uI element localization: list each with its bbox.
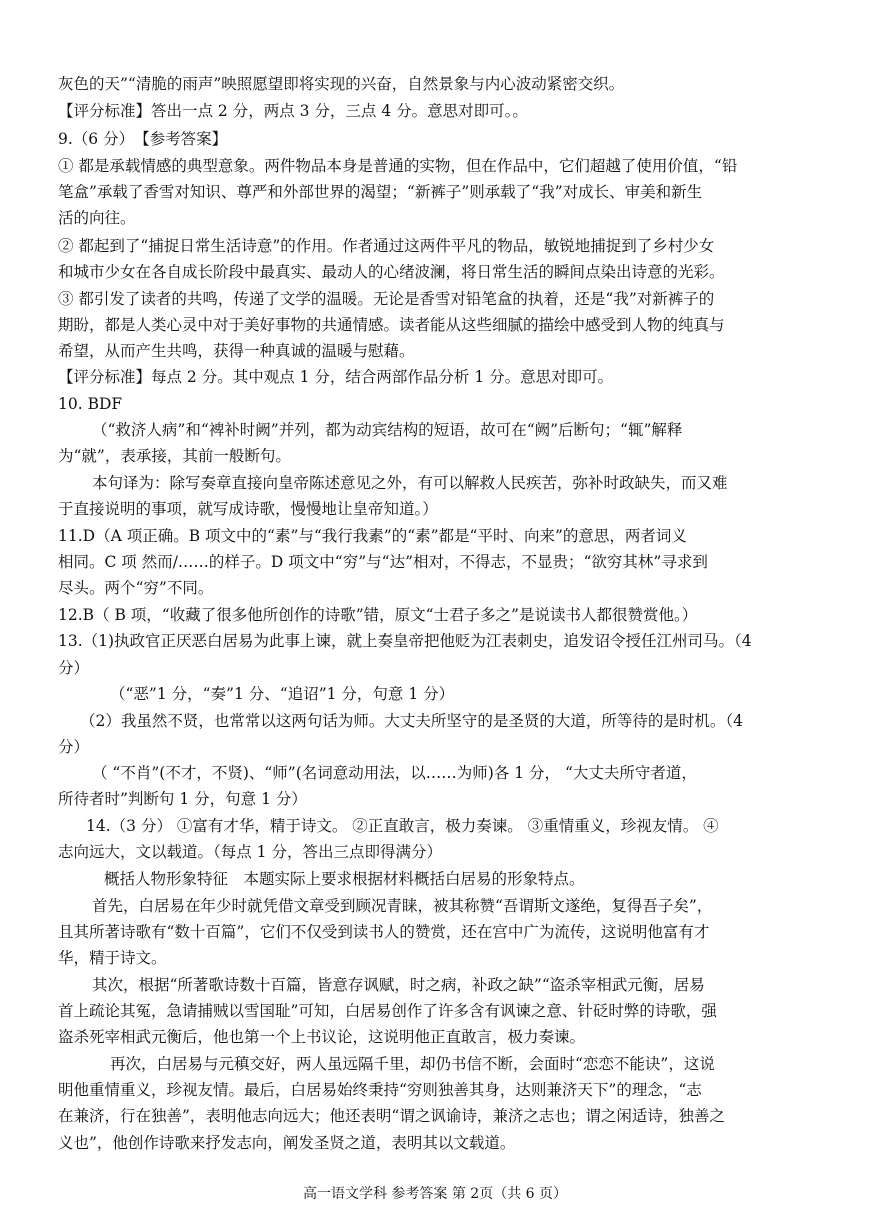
- scoring-criteria-8: 【评分标准】答出一点 2 分，两点 3 分，三点 4 分。意思对即可。。: [58, 102, 528, 120]
- page-footer: 高一语文学科 参考答案 第 2页（共 6 页）: [302, 1186, 568, 1202]
- analysis-heading: 概括人物形象特征 本题实际上要求根据材料概括白居易的形象特点。: [104, 870, 585, 888]
- question-11-answer: 11.D（A 项正确。B 项文中的“素”与“我行我素”的“素”都是“平时、向来”的意思，两者词义: [58, 527, 687, 545]
- text-line: 期盼，都是人类心灵中对于美好事物的共通情感。读者能从这些细腻的描绘中感受到人物的纯真与: [58, 316, 725, 334]
- text-line: 分）: [58, 738, 90, 756]
- text-line: （“救济人病”和“裨补时阙”并列，都为动宾结构的短语，故可在“阙”后断句；“辄”解释: [92, 421, 683, 439]
- question-14-answer: 14.（3 分） ①富有才华，精于诗文。 ②正直敢言，极力奏谏。 ③重情重义，珍视友情。 ④: [86, 817, 719, 835]
- text-line: 本句译为：除写奏章直接向皇帝陈述意见之外，有可以解救人民疾苦，弥补时政缺失，而又难: [92, 474, 728, 492]
- text-line: （“恶”1 分，“奏”1 分、“追诏”1 分，句意 1 分）: [110, 685, 455, 703]
- question-10-answer: 10. BDF: [58, 395, 123, 413]
- question-12-answer: 12.B（ B 项，“收藏了很多他所创作的诗歌”错，原文“士君子多之”是说读书人都很赞赏他。）: [58, 606, 698, 624]
- text-line: 义也”，他创作诗歌来抒发志向，阐发圣贤之道，表明其以文载道。: [58, 1134, 516, 1152]
- text-line: 为“就”，表承接，其前一般断句。: [58, 447, 291, 465]
- text-line: 希望，从而产生共鸣，获得一种真诚的温暖与慰藉。: [58, 342, 415, 360]
- text-line: 和城市少女在各自成长阶段中最真实、最动人的心绪波澜，将日常生活的瞬间点染出诗意的光彩。: [58, 263, 725, 281]
- text-line: 尽头。两个“穷”不同。: [58, 579, 214, 597]
- text-line: 分）: [58, 659, 90, 677]
- text-line: 再次，白居易与元稹交好，两人虽远隔千里，却仍书信不断，会面时“恋恋不能诀”，这说: [110, 1055, 715, 1073]
- text-line: ② 都起到了“捕捉日常生活诗意”的作用。作者通过这两件平凡的物品，敏锐地捕捉到了乡村少女: [58, 237, 715, 255]
- text-line: 灰色的天”“清脆的雨声”映照愿望即将实现的兴奋，自然景象与内心波动紧密交织。: [58, 75, 625, 93]
- question-13-answer: 13.（1)执政官正厌恶白居易为此事上谏，就上奏皇帝把他贬为江表刺史，追发诏令授任江州司马。（4: [58, 632, 752, 650]
- text-line: 活的向往。: [58, 209, 136, 227]
- scoring-criteria-9: 【评分标准】每点 2 分。其中观点 1 分，结合两部作品分析 1 分。意思对即可。: [58, 368, 614, 386]
- text-line: 于直接说明的事项，就写成诗歌，慢慢地让皇帝知道。）: [58, 500, 438, 518]
- text-line: 其次，根据“所著歌诗数十百篇，皆意存讽赋，时之病，补政之缺”“盗杀宰相武元衡，居易: [92, 976, 705, 994]
- text-line: （ “不肖”(不才，不贤)、“师”(名词意动用法，以……为师)各 1 分， “大丈夫所守者道，: [92, 764, 697, 782]
- text-line: 华，精于诗文。: [58, 949, 167, 967]
- text-line: 明他重情重义，珍视友情。最后，白居易始终秉持“穷则独善其身，达则兼济天下”的理念，“志: [58, 1081, 702, 1099]
- text-line: （2）我虽然不贤，也常常以这两句话为师。大丈夫所坚守的是圣贤的大道，所等待的是时机。（4: [80, 712, 743, 730]
- question-9-heading: 9.（6 分） 【参考答案】: [58, 130, 228, 148]
- text-line: 且其所著诗歌有“数十百篇”，它们不仅受到读书人的赞赏，还在宫中广为流传，这说明他富有才: [58, 923, 710, 941]
- text-line: ① 都是承载情感的典型意象。两件物品本身是普通的实物，但在作品中，它们超越了使用价值，“铅: [58, 157, 738, 175]
- text-line: ③ 都引发了读者的共鸣，传递了文学的温暖。无论是香雪对铅笔盒的执着，还是“我”对新裤子的: [58, 290, 715, 308]
- text-line: 所待者时”判断句 1 分，句意 1 分）: [58, 790, 307, 808]
- text-line: 在兼济，行在独善”，表明他志向远大；他还表明“谓之讽谕诗，兼济之志也；谓之闲适诗，独善之: [58, 1107, 725, 1125]
- text-line: 首先，白居易在年少时就凭借文章受到顾况青睐，被其称赞“吾谓斯文遂绝，复得吾子矣”，: [92, 897, 713, 915]
- text-line: 相同。C 项 然而/……的样子。D 项文中“穷”与“达”相对，不得志，不显贵；“欲穷其林”寻求到: [58, 553, 708, 571]
- text-line: 笔盒”承载了香雪对知识、尊严和外部世界的渴望；“新裤子”则承载了“我”对成长、审美和新生: [58, 183, 703, 201]
- text-line: 志向远大，文以载道。（每点 1 分，答出三点即得满分）: [58, 843, 442, 861]
- text-line: 首上疏论其冤，急请捕贼以雪国耻”可知，白居易创作了许多含有讽谏之意、针砭时弊的诗歌，强: [58, 1002, 717, 1020]
- text-line: 盗杀死宰相武元衡后，他也第一个上书议论，这说明他正直敢言，极力奏谏。: [58, 1028, 586, 1046]
